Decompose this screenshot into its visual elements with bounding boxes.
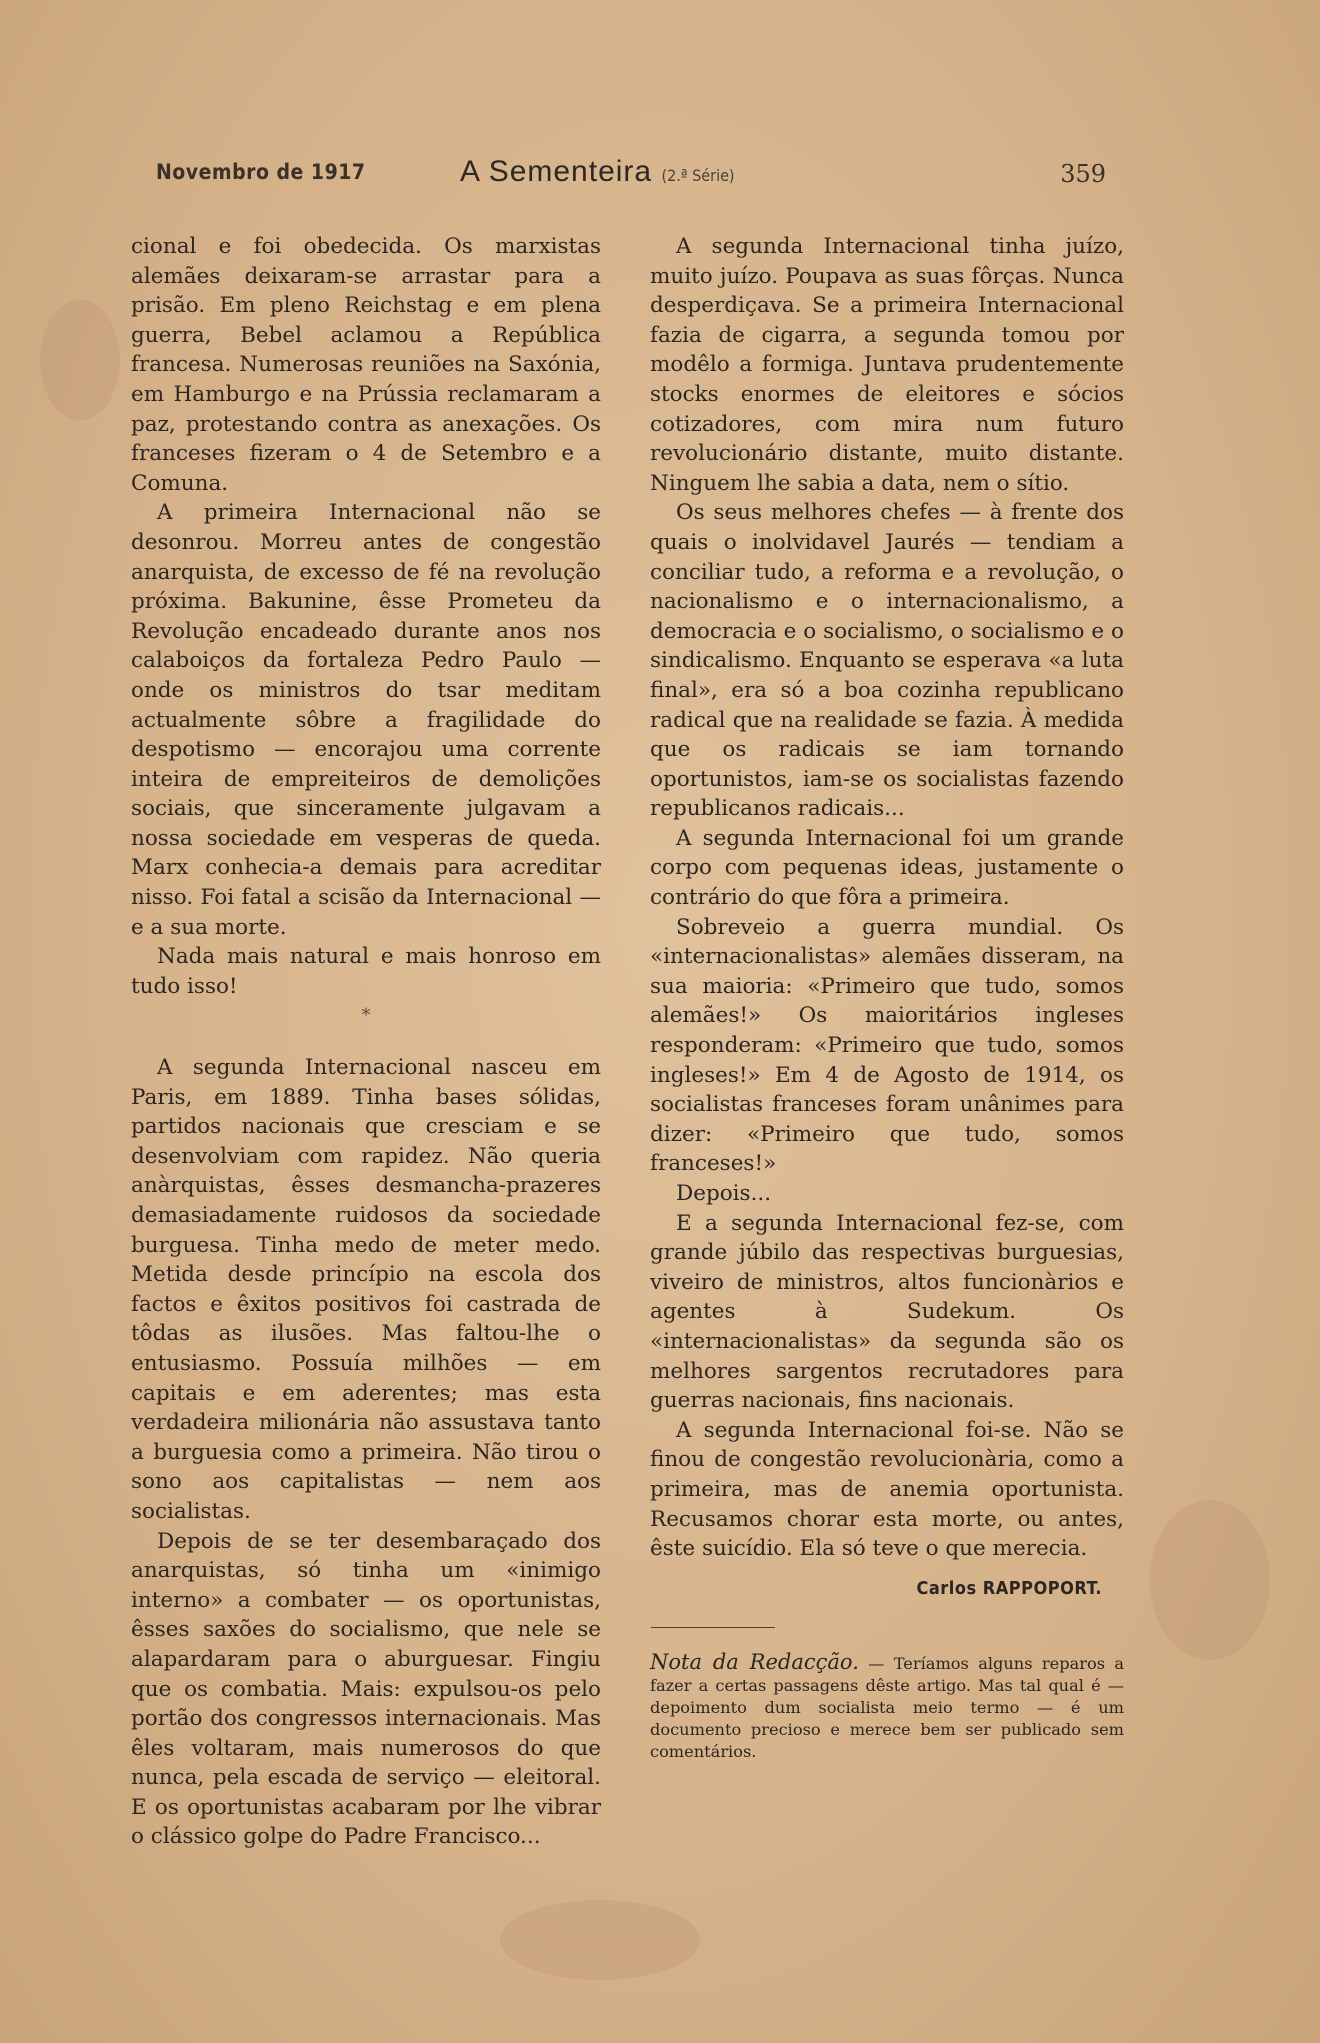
section-separator: * — [361, 1005, 371, 1027]
paragraph: A segunda Internacional tinha juízo, muito juízo. Poupava as suas fôrças. Nunca desperdiçava. Se a primeira Internacional fazia de cigarra, a segunda tomou por modêlo a formiga. Juntava prudentemente stocks enormes de eleitores e sócios cotizadores, com mira num futuro revolucionário distante, muito distante. Ninguem lhe sabia a data, nem o sítio. — [650, 234, 1124, 496]
paragraph: Sobreveio a guerra mundial. Os «internacionalistas» alemães disseram, na sua maioria: «Primeiro que tudo, somos alemães!» Os maioritários ingleses responderam: «Primeiro que tudo, somos ingleses!» Em 4 de Agosto de 1914, os socialistas franceses foram unânimes para dizer: «Primeiro que tudo, somos franceses!» — [650, 914, 1124, 1177]
paragraph: A segunda Internacional foi um grande corpo com pequenas ideas, justamente o contrário do que fôra a primeira. — [650, 825, 1124, 911]
editorial-note-text: — Teríamos alguns reparos a fazer a certas passagens dêste artigo. Mas tal qual é — depoimento dum socialista meio termo — é um documento precioso e merece bem ser publicado sem comentários. — [650, 1654, 1124, 1761]
paragraph: A segunda Internacional foi-se. Não se finou de congestão revolucionària, como a primeira, mas de anemia oportunista. Recusamos chorar esta morte, ou antes, êste suicídio. Ela só teve o que merecia. — [650, 1417, 1124, 1562]
paragraph: cional e foi obedecida. Os marxistas alemães deixaram-se arrastar para a prisão. Em pleno Reichstag e em plena guerra, Bebel aclamou a República francesa. Numerosas reuniões na Saxónia, em Hamburgo e na Prússia reclamaram a paz, protestando contra as anexações. Os franceses fizeram o 4 de Setembro e a Comuna. — [131, 234, 601, 496]
paragraph: E a segunda Internacional fez-se, com grande júbilo das respectivas burguesias, viveiro de ministros, altos funcionàrios e agentes à Sudekum. Os «internacionalistas» da segunda são os melhores sargentos recrutadores para guerras nacionais, fins nacionais. — [650, 1210, 1124, 1414]
page-header — [156, 155, 1106, 190]
paragraph: Nada mais natural e mais honroso em tudo isso! — [131, 944, 601, 999]
header-date: Novembro de 1917 — [156, 160, 366, 184]
right-column — [650, 232, 1124, 1762]
paragraph: A primeira Internacional não se desonrou. Morreu antes de congestão anarquista, de excesso de fé na revolução próxima. Bakunine, êsse Prometeu da Revolução encadeado durante anos nos calaboiços da fortaleza Pedro Paulo — onde os ministros do tsar meditam actualmente sôbre a fragilidade do despotismo — encorajou uma corrente inteira de empreiteiros de demolições sociais, que sinceramente julgavam a nossa sociedade em vesperas de queda. Marx conhecia-a demais para acreditar nisso. Foi fatal a scisão da Internacional — e a sua morte. — [131, 500, 601, 940]
paper-stain — [1150, 1500, 1270, 1660]
journal-series: (2.ª Série) — [661, 166, 735, 185]
left-column — [131, 232, 601, 1852]
editorial-note-label: Nota da Redacção. — [650, 1650, 859, 1675]
paragraph: Depois... — [676, 1181, 772, 1206]
author-signature: Carlos RAPPOPORT. — [916, 1577, 1102, 1599]
page-number: 359 — [1060, 160, 1106, 188]
paragraph: A segunda Internacional nasceu em Paris, em 1889. Tinha bases sólidas, partidos nacionais que cresciam e se desenvolviam com rapidez. Não queria anàrquistas, êsses desmancha-prazeres demasiadamente ruidosos da sociedade burguesa. Tinha medo de meter medo. Metida desde princípio na escola dos factos e êxitos positivos foi castrada de tôdas as ilusões. Mas faltou-lhe o entusiasmo. Possuía milhões — em capitais e em aderentes; mas esta verdadeira milionária não assustava tanto a burguesia como a primeira. Não tirou o sono aos capitalistas — nem aos socialistas. — [131, 1055, 601, 1524]
paper-stain — [40, 300, 120, 420]
paper-stain — [500, 1900, 700, 1980]
journal-name: A Sementeira — [460, 155, 653, 188]
paragraph: Depois de se ter desembaraçado dos anarquistas, só tinha um «inimigo interno» a combater — os oportunistas, êsses saxões do socialismo, que nele se alapardaram para o aburguesar. Fingiu que os combatia. Mais: expulsou-os pelo portão dos congressos internacionais. Mas êles voltaram, mais numerosos do que nunca, pela escada de serviço — eleitoral. E os oportunistas acabaram por lhe vibrar o clássico golpe do Padre Francisco... — [131, 1528, 601, 1850]
paragraph: Os seus melhores chefes — à frente dos quais o inolvidavel Jaurés — tendiam a conciliar tudo, a reforma e a revolução, o nacionalismo e o internacionalismo, a democracia e o socialismo, o socialismo e o sindicalismo. Enquanto se esperava «a luta final», era só a boa cozinha republicano radical que na realidade se fazia. À medida que os radicais se iam tornando oportunistos, iam-se os socialistas fazendo republicanos radicais... — [650, 500, 1124, 822]
editorial-note — [650, 1652, 1124, 1762]
journal-title — [460, 155, 735, 189]
divider — [651, 1627, 775, 1628]
